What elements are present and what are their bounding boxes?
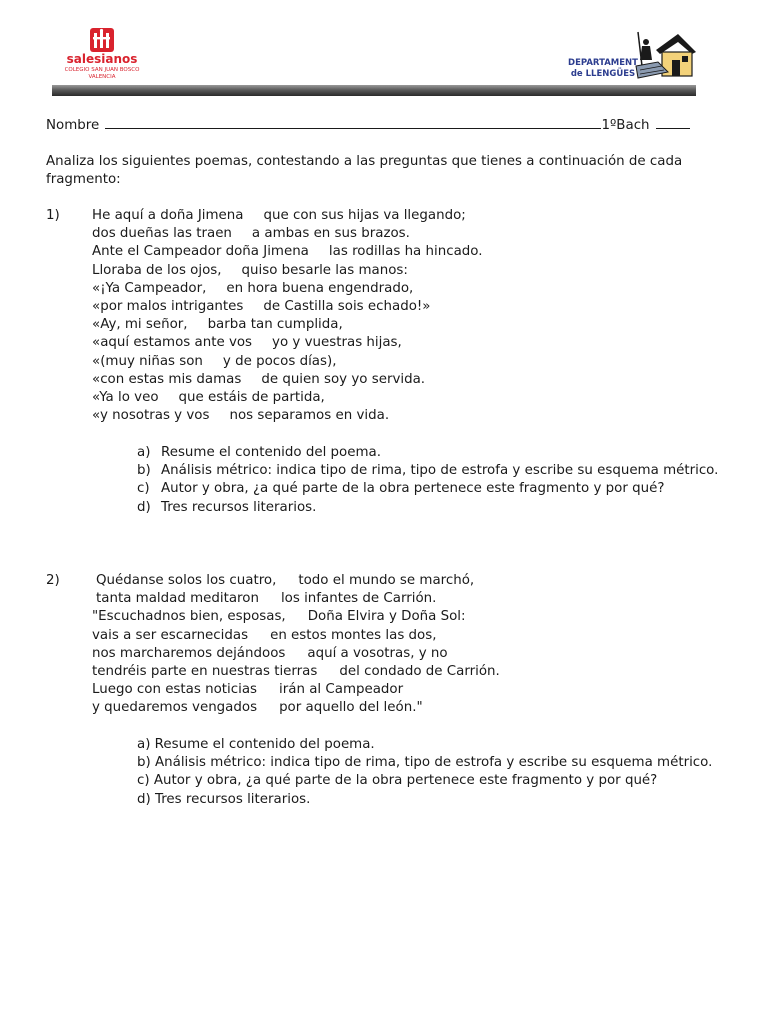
verse-first-hemistich: «con estas mis damas (92, 371, 242, 387)
verse-line (92, 298, 430, 316)
verse-second-hemistich: Doña Elvira y Doña Sol: (307, 609, 466, 625)
verse-second-hemistich: barba tan cumplida, (207, 317, 343, 333)
verse-second-hemistich: de quien soy yo servida. (261, 371, 426, 387)
name-line (46, 116, 690, 135)
verse-first-hemistich: «por malos intrigantes (92, 299, 244, 314)
course-field[interactable] (656, 116, 690, 129)
verse-second-hemistich: los infantes de Carrión. (280, 591, 437, 607)
verse-line (92, 262, 408, 280)
name-field[interactable] (105, 116, 601, 129)
question-item: c) Autor y obra, ¿a qué parte de la obra pertenece este fragmento y por qué? (137, 773, 658, 789)
question-item: b) Análisis métrico: indica tipo de rima, tipo de estrofa y escribe su esquema métrico. (137, 755, 713, 771)
quixote-house-icon (628, 26, 698, 86)
instructions-line2: fragmento: (46, 172, 121, 187)
verse-first-hemistich: "Escuchadnos bien, esposas, (92, 609, 286, 625)
verse-line (92, 371, 425, 389)
verse-second-hemistich: las rodillas ha hincado. (328, 244, 483, 260)
verse-second-hemistich: en hora buena engendrado, (226, 280, 414, 296)
verse-first-hemistich: nos marcharemos dejándoos (92, 645, 286, 661)
school-logo-name: salesianos (66, 52, 138, 66)
name-label: Nombre (46, 118, 100, 133)
verse-line (92, 334, 402, 352)
verse-first-hemistich: Luego con estas noticias (92, 682, 258, 698)
verse-first-hemistich: tanta maldad meditaron (96, 591, 259, 607)
question-text: Autor y obra, ¿a qué parte de la obra pertenece este fragmento y por qué? (161, 481, 665, 497)
verse-second-hemistich: irán al Campeador (279, 682, 404, 698)
verse-line (92, 280, 413, 298)
question-letter: c) (137, 481, 150, 497)
header-divider-bar (52, 85, 696, 96)
question-letter: a) (137, 445, 151, 460)
verse-line (92, 243, 483, 261)
verse-line (92, 699, 423, 717)
verse-first-hemistich: Lloraba de los ojos, (92, 262, 222, 278)
school-logo (52, 24, 152, 82)
verse-first-hemistich: tendréis parte en nuestras tierras (92, 664, 318, 679)
verse-second-hemistich: a ambas en sus brazos. (251, 226, 410, 242)
verse-first-hemistich: «Ya lo veo (92, 390, 159, 405)
verse-second-hemistich: y de pocos días), (222, 353, 337, 369)
course-label: 1ºBach (601, 118, 650, 133)
verse-second-hemistich: del condado de Carrión. (339, 664, 500, 679)
verse-second-hemistich: en estos montes las dos, (270, 627, 437, 643)
verse-line (96, 572, 474, 590)
verse-second-hemistich: que con sus hijas va llegando; (263, 208, 466, 223)
school-logo-line2: VALENCIA (88, 74, 116, 80)
verse-line (92, 389, 325, 407)
verse-second-hemistich: nos separamos en vida. (229, 408, 390, 424)
verse-first-hemistich: vais a ser escarnecidas (92, 627, 249, 643)
verse-line (92, 663, 500, 681)
verse-second-hemistich: todo el mundo se marchó, (298, 573, 475, 588)
verse-first-hemistich: y quedaremos vengados (92, 700, 258, 716)
verse-first-hemistich: «y nosotras y vos (92, 408, 210, 424)
question-letter: d) (137, 499, 151, 515)
section1-number: 1) (46, 208, 60, 223)
verse-first-hemistich: He aquí a doña Jimena (92, 208, 244, 223)
verse-first-hemistich: dos dueñas las traen (92, 226, 232, 242)
verse-line (92, 681, 403, 699)
verse-second-hemistich: quiso besarle las manos: (241, 262, 408, 278)
verse-second-hemistich: que estáis de partida, (178, 390, 325, 405)
department-logo-line1: DEPARTAMENT (568, 58, 638, 68)
verse-line (96, 590, 436, 608)
verse-line (92, 645, 448, 663)
verse-line (92, 316, 343, 334)
verse-first-hemistich: «aquí estamos ante vos (92, 335, 253, 351)
verse-first-hemistich: Ante el Campeador doña Jimena (92, 244, 309, 260)
verse-first-hemistich: «¡Ya Campeador, (92, 280, 207, 296)
verse-line (92, 225, 410, 243)
verse-second-hemistich: por aquello del león." (279, 700, 423, 716)
question-letter: b) (137, 463, 151, 479)
school-logo-line1: COLEGIO SAN JUAN BOSCO (64, 67, 140, 73)
salesianos-emblem-icon (52, 24, 152, 54)
verse-second-hemistich: de Castilla sois echado!» (263, 299, 431, 314)
instructions-line1: Analiza los siguientes poemas, contestando a las preguntas que tienes a continuación de cada (46, 154, 683, 169)
verse-first-hemistich: «Ay, mi señor, (92, 317, 188, 333)
question-item: a) Resume el contenido del poema. (137, 737, 375, 752)
question-text: Resume el contenido del poema. (161, 445, 381, 460)
verse-second-hemistich: aquí a vosotras, y no (307, 645, 448, 661)
verse-first-hemistich: «(muy niñas son (92, 353, 203, 369)
section2-number: 2) (46, 573, 60, 588)
verse-first-hemistich: Quédanse solos los cuatro, (96, 573, 277, 588)
verse-line (92, 627, 436, 645)
department-logo-line2: de LLENGÜES (570, 69, 636, 79)
question-item: d) Tres recursos literarios. (137, 791, 311, 807)
department-logo (560, 26, 700, 86)
verse-line (92, 207, 466, 225)
verse-second-hemistich: yo y vuestras hijas, (272, 335, 402, 351)
verse-line (92, 407, 389, 425)
verse-line (92, 353, 336, 371)
question-text: Tres recursos literarios. (161, 499, 317, 515)
verse-line (92, 608, 466, 626)
question-text: Análisis métrico: indica tipo de rima, tipo de estrofa y escribe su esquema métrico. (161, 463, 719, 479)
